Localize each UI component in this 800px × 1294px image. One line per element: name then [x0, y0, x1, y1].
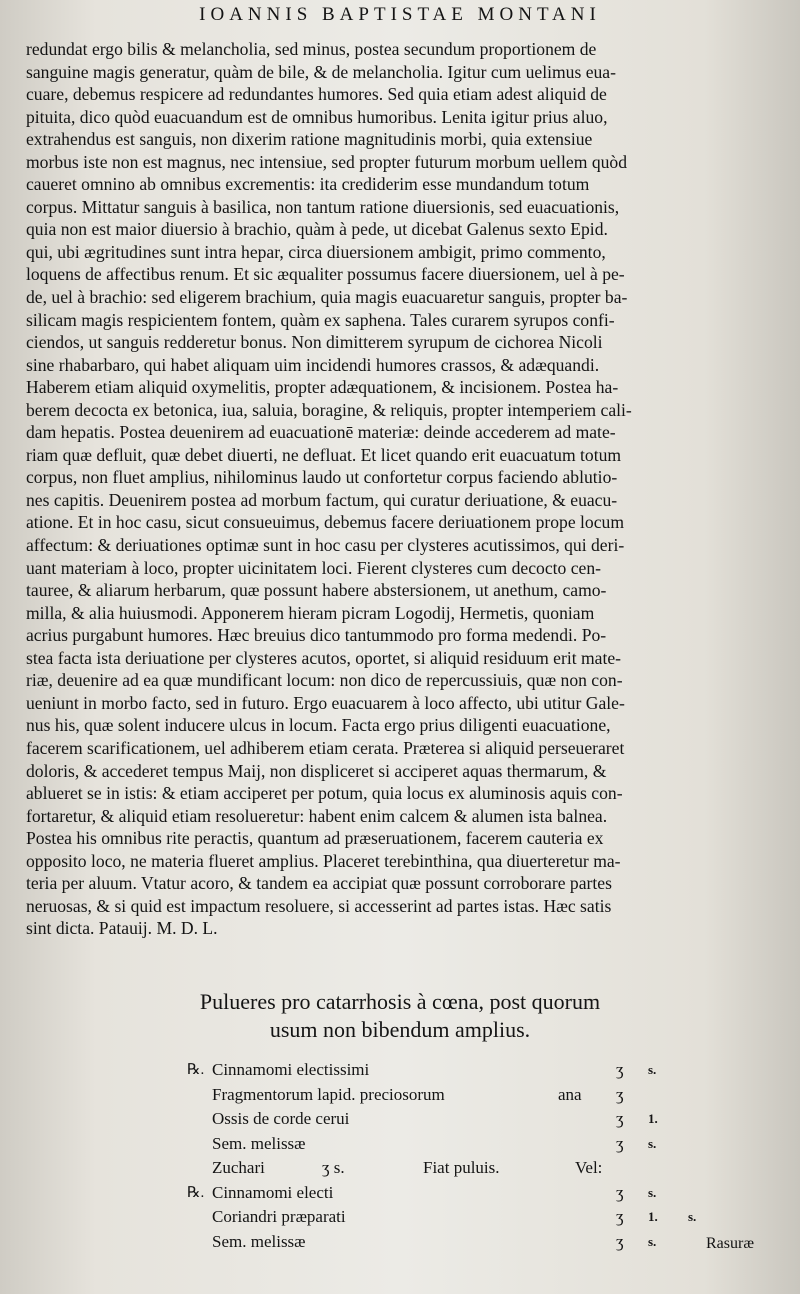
ingredient-name: Zuchari	[212, 1158, 265, 1177]
vel-label: Vel:	[575, 1158, 603, 1177]
text-line: caueret omnino ab omnibus excrementis: ita crediderim esse mundandum totum	[26, 174, 590, 195]
text-line: sanguine magis generatur, quàm de bile, & de melancholia. Igitur cum uelimus eua-	[26, 61, 616, 82]
ingredient-name: Fragmentorum lapid. preciosorum	[212, 1084, 445, 1104]
recipe-mark: ℞.	[187, 1184, 205, 1201]
text-line: neruosas, & si quid est impactum resoluere, si accesserint ad partes istas. Hæc satis	[26, 895, 612, 916]
text-line: opposito loco, ne materia flueret amplius. Placeret terebinthina, qua diuerteretur ma-	[26, 850, 621, 871]
drachm-sign: ʒ	[616, 1109, 624, 1128]
running-header: IOANNIS BAPTISTAE MONTANI	[199, 4, 601, 25]
recipe-row	[0, 1083, 800, 1107]
text-line: stea facta ista deriuatione per clysteres acutos, oportet, si aliquid residuum erit mate-	[26, 647, 622, 668]
recipe-title-line-2: usum non bibendum amplius.	[269, 1017, 531, 1042]
recipe-row	[0, 1156, 800, 1180]
ingredient-quantity: s.	[648, 1233, 657, 1249]
ingredient-name: Sem. melissæ	[212, 1133, 306, 1153]
recipe-title-line-1: Pulueres pro catarrhosis à cœna, post quorum	[199, 989, 601, 1014]
drachm-sign: ʒ	[616, 1133, 624, 1153]
text-line: sint dicta. Patauij. M. D. L.	[26, 918, 218, 939]
ingredient-quantity: s.	[648, 1184, 657, 1200]
text-line: riæ, deuenire ad ea quæ mundificant locum: non dico de repercussiuis, quæ non con-	[26, 670, 623, 691]
text-line: facerem scarificationem, uel adhiberem etiam cerata. Præterea si aliquid perseueraret	[26, 737, 625, 758]
text-line: cuare, debemus respicere ad redundantes humores. Sed quia etiam adest aliquid de	[26, 84, 607, 105]
text-line: sine rhabarbaro, qui habet aliquam uim incidendi humores crassos, & adæquandi.	[26, 354, 600, 375]
ingredient-quantity: s.	[648, 1135, 657, 1151]
text-line: silicam magis respicientem fontem, quàm ex saphena. Tales curarem syrupos confi-	[26, 309, 615, 330]
text-line: extrahendus est sanguis, non dixerim ratione magnitudinis morbi, quia extensiue	[26, 129, 593, 150]
text-line: ablueret se in istis: & etiam acciperet per potum, quia locus ex aluminosis aquis con-	[26, 783, 623, 804]
text-line: corpus. Mittatur sanguis à basilica, non tantum ratione diuersionis, sed euacuationis,	[26, 196, 620, 217]
recipe-row	[0, 1132, 800, 1156]
drachm-sign: ʒ	[616, 1084, 624, 1104]
ingredient-name: Cinnamomi electi	[212, 1182, 334, 1202]
recipe-title	[0, 988, 800, 1044]
recipe-row	[0, 1107, 800, 1131]
recipe-row	[0, 1058, 800, 1082]
drachm-sign: ʒ	[616, 1182, 624, 1202]
ingredient-name: Coriandri præparati	[212, 1207, 346, 1226]
text-line: corpus, non fluet amplius, nihilominus laudo ut confortetur corpus faciendo ablutio-	[26, 467, 618, 488]
text-line: atione. Et in hoc casu, sicut consueuimus, debemus facere deriuationem prope locum	[26, 512, 624, 533]
drachm-sign: ʒ	[616, 1060, 624, 1079]
text-line: teria per aluum. Vtatur acoro, & tandem ea accipiat quæ possunt corroborare partes	[26, 873, 612, 894]
text-line: milla, & alia huiusmodi. Apponerem hieram picram Logodij, Hermetis, quoniam	[26, 602, 595, 623]
catchword: Rasuræ	[706, 1235, 754, 1252]
body-text	[26, 38, 778, 940]
text-line: qui, ubi ægritudines sunt intra hepar, circa diuersionem ambigit, primo commento,	[26, 241, 606, 262]
text-line: uant materiam à loco, propter uicinitatem loci. Fierent clysteres cum decocto cen-	[26, 557, 601, 578]
ingredient-quantity: 1.	[648, 1209, 658, 1224]
text-line: de, uel à brachio: sed eligerem brachium, quia magis euacuaretur sanguis, propter ba-	[26, 287, 628, 308]
text-line: dam hepatis. Postea deuenirem ad euacuationē materiæ: deinde accederem ad mate-	[26, 422, 616, 443]
text-line: redundat ergo bilis & melancholia, sed minus, postea secundum proportionem de	[26, 39, 597, 59]
text-line: Haberem etiam aliquid oxymelitis, propter adæquationem, & incisionem. Postea ha-	[26, 377, 619, 398]
text-line: ueniunt in morbo facto, sed in futuro. Ergo euacuarem à loco affecto, ubi utitur Gale-	[26, 692, 625, 713]
text-line: ciendos, ut sanguis redderetur bonus. Non dimitterem syrupum de cichorea Nicoli	[26, 332, 603, 353]
recipe-row	[0, 1205, 800, 1229]
recipe-mark: ℞.	[187, 1062, 205, 1078]
text-line: tauree, & aliarum herbarum, quæ possunt habere abstersionem, ut anethum, camo-	[26, 580, 607, 601]
text-line: Postea his omnibus rite peractis, quantum ad præseruationem, facerem cauteria ex	[26, 828, 604, 849]
text-line: berem decocta ex betonica, iua, saluia, boragine, & reliquis, propter intemperiem cali-	[26, 399, 632, 420]
ingredient-name: Ossis de corde cerui	[212, 1109, 350, 1128]
text-line: pituita, dico quòd euacuandum est de omnibus humoribus. Lenita igitur prius aluo,	[26, 106, 608, 127]
ingredient-name: Sem. melissæ	[212, 1231, 306, 1251]
text-line: nus his, quæ solent inducere ulcus in locum. Facta ergo prius diligenti euacuatione,	[26, 715, 611, 736]
ana-label: ana	[558, 1084, 582, 1104]
text-line: nes capitis. Deuenirem postea ad morbum factum, qui curatur deriuatione, & euacu-	[26, 489, 618, 510]
ingredient-quantity: 1.	[648, 1111, 658, 1126]
text-line: loquens de affectibus renum. Et sic æqualiter possumus facere diuersionem, uel à pe-	[26, 264, 625, 285]
ingredient-name: Cinnamomi electissimi	[212, 1060, 370, 1079]
drachm-sign: ʒ	[616, 1207, 624, 1226]
ingredient-quantity-extra: s.	[688, 1209, 697, 1224]
text-line: fortaretur, & aliquid etiam resolueretur: habent enim calcem & alumen ista balnea.	[26, 805, 608, 826]
fiat-puluis: Fiat puluis.	[423, 1158, 500, 1177]
zuchari-quantity: ʒ s.	[322, 1158, 345, 1177]
recipe-row	[0, 1230, 800, 1254]
text-line: morbus iste non est magnus, nec intensiue, sed propter futurum morbum uellem quòd	[26, 151, 628, 172]
drachm-sign: ʒ	[616, 1231, 624, 1251]
text-line: doloris, & accederet tempus Maij, non displiceret si acciperet aquas thermarum, &	[26, 760, 607, 781]
text-line: riam quæ defluit, quæ debet diuerti, ne defluat. Et licet quando erit euacuatum totum	[26, 444, 622, 465]
text-line: affectum: & deriuationes optimæ sunt in hoc casu per clysteres acutissimos, qui deri-	[26, 535, 625, 556]
recipe-row	[0, 1181, 800, 1205]
ingredient-quantity: s.	[648, 1062, 657, 1077]
text-line: acrius purgabunt humores. Hæc breuius dico tantummodo pro forma medendi. Po-	[26, 625, 607, 646]
text-line: quia non est maior diuersio à brachio, quàm à pede, ut dicebat Galenus sexto Epid.	[26, 219, 608, 240]
